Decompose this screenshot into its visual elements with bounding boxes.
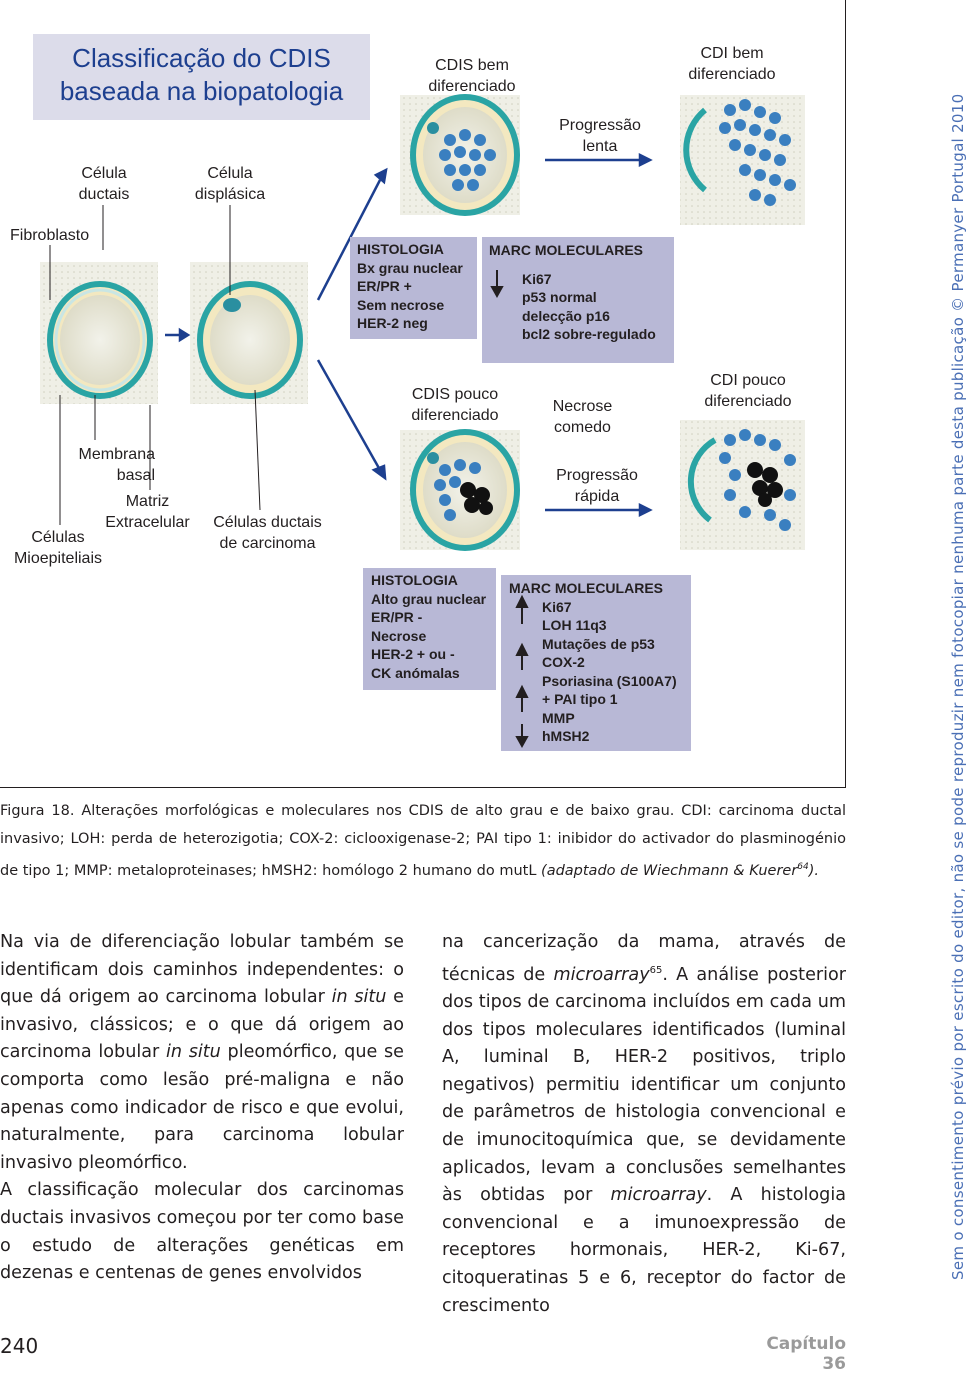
marcadores-box-well: MARC MOLECULARES Ki67 p53 normal delecção p16 bcl2 sobre-regulado (482, 237, 674, 363)
marcadores-box-poor: MARC MOLECULARES Ki67 LOH 11q3 Mutações de p53 COX-2 Psoriasina (S100A7) + PAI tipo 1 MMP hMSH2 (501, 575, 691, 751)
figure-number: Figura 18. (0, 803, 75, 819)
copyright-notice-vertical: Sem o consentimento prévio por escrito do editor, não se pode reproduzir nem fotocopiar nenhuma parte desta publicação © Permanyer Portugal 2010 (949, 93, 967, 1280)
label-cdis-pouco: CDIS pouco diferenciado (411, 386, 499, 424)
label-celulas-mioepiteliais: Células Mioepiteliais (13, 529, 103, 567)
chapter-label: Capítulo 36 (766, 1334, 846, 1374)
label-celulas-carcinoma: Células ductais de carcinoma (213, 514, 322, 552)
histologia-box-poor: HISTOLOGIA Alto grau nuclear ER/PR - Necrose HER-2 + ou - CK anómalas (363, 568, 496, 690)
caption-source-end: ). (808, 862, 820, 879)
caption-text: Alterações morfológicas e moleculares nos CDIS de alto grau e de baixo grau. CDI: carcinoma ductal invasivo; LOH: perda de heterozigotia; COX-2: ciclooxigenase-2; PAI tipo 1: inibidor do activador do plasminogénio de tipo 1; MMP: metaloproteinases; hMSH2: homólogo 2 humano do mutL (0, 803, 846, 879)
label-celula-displasica: Célula displásica (194, 165, 266, 203)
figure-title-line1: Classificação do CDIS (72, 43, 331, 73)
caption-source: (adaptado de Wiechmann & Kuerer (541, 862, 798, 879)
label-progressao-lenta: Progressão lenta (559, 117, 641, 155)
label-matriz-extracelular: Matriz Extracelular (105, 493, 190, 531)
label-cdi-pouco: CDI pouco diferenciado (704, 372, 792, 410)
histologia-box-well: HISTOLOGIA Bx grau nuclear ER/PR + Sem necrose HER-2 neg (350, 237, 477, 339)
label-cdis-bem: CDIS bem diferenciado (428, 57, 516, 95)
page-number: 240 (0, 1334, 39, 1358)
body-column-right (442, 929, 846, 1320)
figure-title-line2: baseada na biopatologia (59, 76, 344, 106)
label-fibroblasto: Fibroblasto (10, 227, 90, 244)
label-cdi-bem: CDI bem diferenciado (688, 45, 776, 83)
label-necrose-comedo: Necrose comedo (552, 398, 613, 436)
label-celula-ductais: Célula ductais (78, 165, 130, 203)
label-progressao-rapida: Progressão rápida (556, 467, 638, 505)
caption-source-ref: 64 (797, 862, 809, 872)
label-membrana-basal: Membrana basal (78, 446, 155, 484)
body-paragraph-3: na cancerização da mama, através de técnicas de microarray$^{65}$. A análise posterior dos tipos de carcinoma incluídos em cada um dos tipos moleculares identificados (luminal A, luminal B, HER-2 positivos, triplo negativos) permitiu identificar um conjunto de parâmetros de histologia convencional e de imunocitoquímica que, se devidamente aplicados, levam a conclusões semelhantes às obtidas por microarray. A histologia convencional e a imunoexpressão de receptores hormonais, HER-2, Ki-67, citoqueratinas 5 e 6, receptor do factor de crescimento (442, 932, 847, 1316)
body-paragraph-2: A classificação molecular dos carcinomas ductais invasivos começou por ter como base o estudo de alterações genéticas em dezenas e centenas de genes envolvidos (0, 1180, 404, 1284)
figure-caption (0, 797, 846, 885)
body-column-left (0, 929, 404, 1288)
body-paragraph-1: Na via de diferenciação lobular também se identificam dois caminhos independentes: o que dá origem ao carcinoma lobular in situ e invasivo, clássicos; e o que dá origem ao carcinoma lobular in situ pleomórfico, que se comporta como lesão pré-maligna e não apenas como indicador de risco e que evolui, naturalmente, para carcinoma lobular invasivo pleomórfico. (0, 932, 405, 1173)
